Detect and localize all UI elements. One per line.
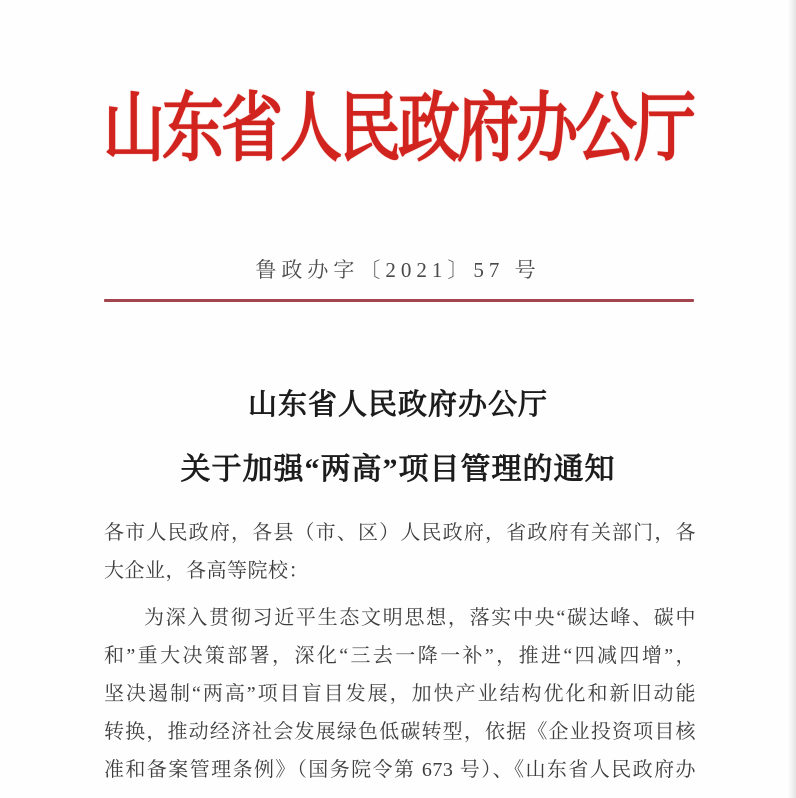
document-body [104,514,696,789]
scan-edge-shadow [788,0,796,798]
body-line: 准和备案管理条例》（国务院令第 673 号）、《山东省人民政府办 [104,759,696,781]
red-divider-rule [104,299,694,302]
body-line: 各市人民政府，各县（市、区）人民政府，省政府有关部门，各 [104,522,696,544]
body-line: 转换，推动经济社会发展绿色低碳转型，依据《企业投资项目核 [104,721,696,743]
body-line: 为深入贯彻习近平生态文明思想，落实中央“碳达峰、碳中 [144,607,696,629]
body-line: 大企业，各高等院校： [104,560,309,582]
body-line: 坚决遏制“两高”项目盲目发展，加快产业结构优化和新旧动能 [104,683,696,705]
agency-header: 山东省人民政府办公厅 [103,87,694,171]
body-line: 和”重大决策部署，深化“三去一降一补”，推进“四减四增”， [104,645,696,667]
document-title-line2: 关于加强“两高”项目管理的通知 [180,453,616,486]
document-title [103,382,693,488]
document-number: 鲁政办字〔2021〕57 号 [255,258,541,282]
document-title-line1: 山东省人民政府办公厅 [247,389,548,421]
